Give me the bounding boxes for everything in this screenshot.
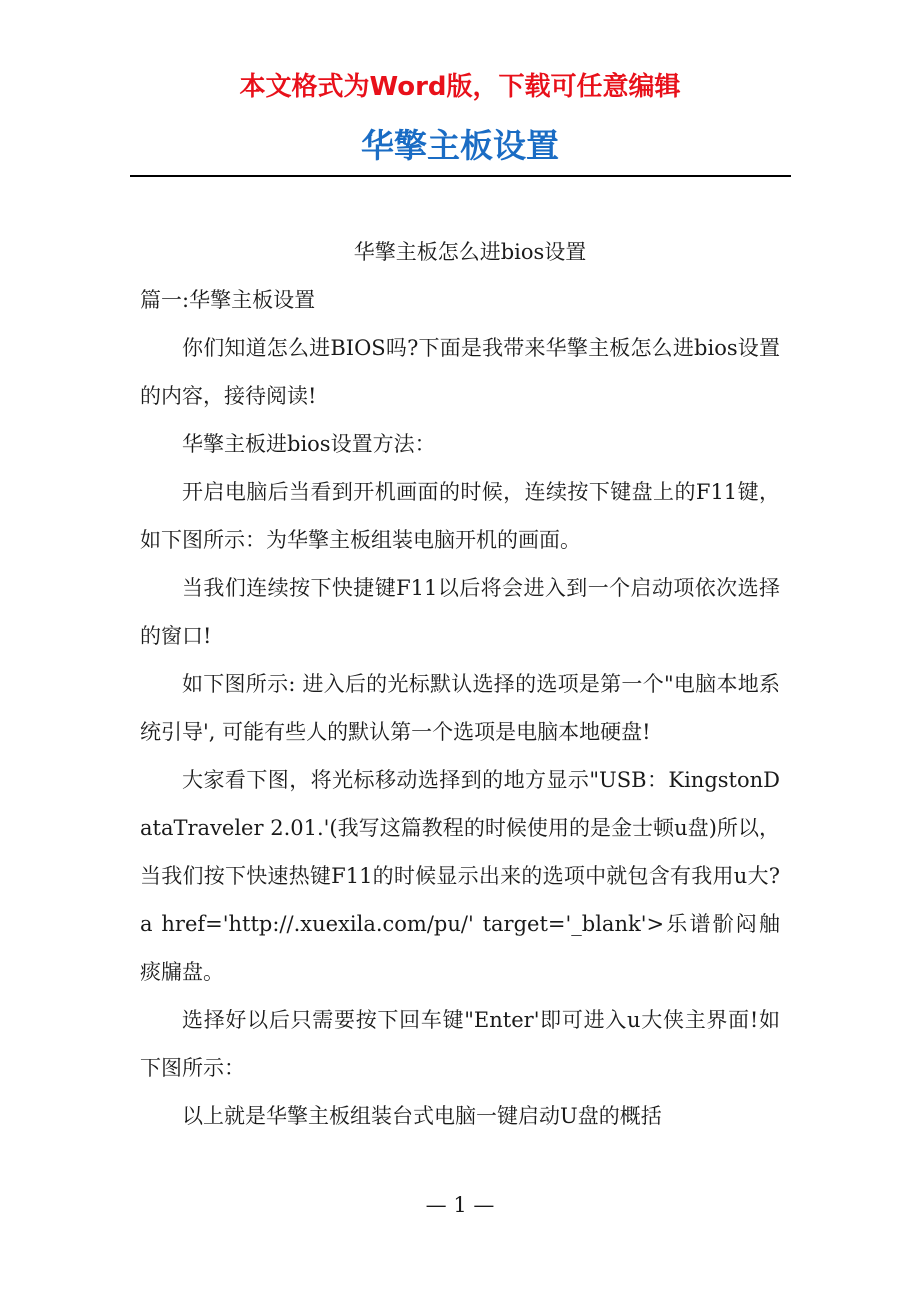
document-title: 华擎主板设置 xyxy=(361,126,559,165)
paragraph: 选择好以后只需要按下回车键"Enter'即可进入u大侠主界面!如下图所示： xyxy=(140,1008,780,1080)
paragraph: 以上就是华擎主板组装台式电脑一键启动U盘的概括 xyxy=(182,1104,662,1128)
article-body xyxy=(140,228,801,1140)
paragraph: 华擎主板进bios设置方法： xyxy=(182,432,436,456)
title-divider xyxy=(130,175,791,177)
paragraph: 开启电脑后当看到开机画面的时候，连续按下键盘上的F11键，如下图所示：为华擎主板组装电脑开机的画面。 xyxy=(140,480,780,552)
paragraph: 大家看下图，将光标移动选择到的地方显示"USB：KingstonDataTraveler 2.01.'(我写这篇教程的时候使用的是金士顿u盘)所以，当我们按下快速热键F11的时候显示出来的选项中就包含有我用u大?a href='http://.xuexila.com/pu/' target='_blank'>乐谱骱闷舳 痰牖盘。 xyxy=(140,768,801,984)
paragraph: 你们知道怎么进BIOS吗?下面是我带来华擎主板怎么进bios设置的内容，接待阅读! xyxy=(140,336,780,408)
section-heading: 篇一:华擎主板设置 xyxy=(140,288,316,312)
paragraph: 当我们连续按下快捷键F11以后将会进入到一个启动项依次选择的窗口! xyxy=(140,576,780,648)
format-notice-banner: 本文格式为Word版，下载可任意编辑 xyxy=(239,72,681,102)
paragraph: 如下图所示: 进入后的光标默认选择的选项是第一个"电脑本地系统引导', 可能有些人的默认第一个选项是电脑本地硬盘! xyxy=(140,672,780,744)
page-number: — 1 — xyxy=(425,1193,495,1217)
article-subtitle: 华擎主板怎么进bios设置 xyxy=(353,240,587,264)
